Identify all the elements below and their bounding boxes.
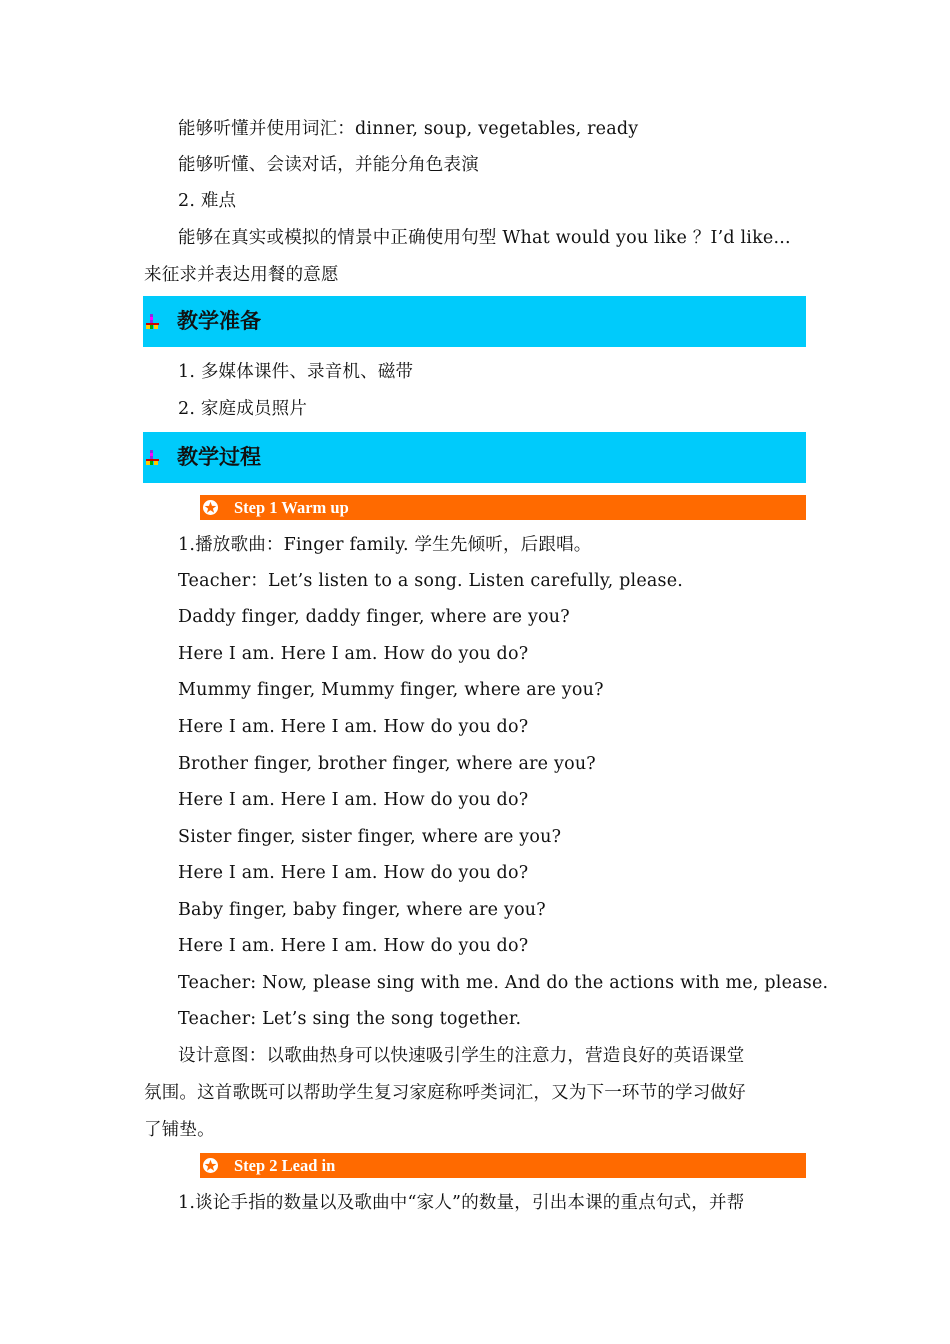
star-in-circle-icon — [202, 499, 219, 516]
step2-line: 1.谈论手指的数量以及歌曲中“家人”的数量，引出本课的重点句式，并帮 — [178, 1193, 745, 1213]
song-line: Baby finger, baby finger, where are you? — [178, 900, 546, 920]
section-title-prep: 教学准备 — [177, 309, 261, 333]
design-intent-line: 了铺垫。 — [144, 1120, 215, 1140]
colored-bar-chart-icon — [146, 450, 159, 465]
song-line: Daddy finger, daddy finger, where are you? — [178, 607, 570, 627]
teacher-line: Teacher: Let’s sing the song together. — [178, 1009, 522, 1029]
teacher-line: Teacher: Now, please sing with me. And do the actions with me, please. — [178, 973, 829, 993]
section-banner-prep — [143, 296, 806, 347]
song-line: Here I am. Here I am. How do you do? — [178, 644, 529, 664]
step-banner-1 — [200, 495, 806, 520]
prep-item-1: 1. 多媒体课件、录音机、磁带 — [178, 362, 414, 382]
step-title-2: Step 2 Lead in — [234, 1156, 336, 1175]
star-in-circle-icon — [202, 1157, 219, 1174]
prep-item-2: 2. 家庭成员照片 — [178, 399, 308, 419]
song-line: Here I am. Here I am. How do you do? — [178, 717, 529, 737]
vocab-line: 能够听懂并使用词汇：dinner, soup, vegetables, ready — [178, 119, 639, 139]
difficulty-heading: 2. 难点 — [178, 191, 237, 211]
design-intent-line: 氛围。这首歌既可以帮助学生复习家庭称呼类词汇，又为下一环节的学习做好 — [144, 1083, 746, 1103]
difficulty-line: 能够在真实或模拟的情景中正确使用句型 What would you like ？I’d like... — [178, 228, 791, 248]
step-banner-2 — [200, 1153, 806, 1178]
song-line: Here I am. Here I am. How do you do? — [178, 936, 529, 956]
step1-line: 1.播放歌曲：Finger family. 学生先倾听，后跟唱。 — [178, 535, 592, 555]
song-line: Here I am. Here I am. How do you do? — [178, 790, 529, 810]
song-line: Brother finger, brother finger, where are you? — [178, 754, 596, 774]
song-line: Here I am. Here I am. How do you do? — [178, 863, 529, 883]
song-line: Sister finger, sister finger, where are you? — [178, 827, 562, 847]
dialogue-line: 能够听懂、会读对话，并能分角色表演 — [178, 155, 479, 175]
song-line: Mummy finger, Mummy finger, where are you? — [178, 680, 604, 700]
step-title-1: Step 1 Warm up — [234, 498, 349, 517]
step1-line: Teacher：Let’s listen to a song. Listen carefully, please. — [178, 571, 684, 591]
section-title-process: 教学过程 — [177, 445, 261, 469]
section-banner-process — [143, 432, 806, 483]
colored-bar-chart-icon — [146, 314, 159, 329]
difficulty-line-cont: 来征求并表达用餐的意愿 — [144, 265, 339, 285]
design-intent-line: 设计意图：以歌曲热身可以快速吸引学生的注意力，营造良好的英语课堂 — [178, 1046, 745, 1066]
